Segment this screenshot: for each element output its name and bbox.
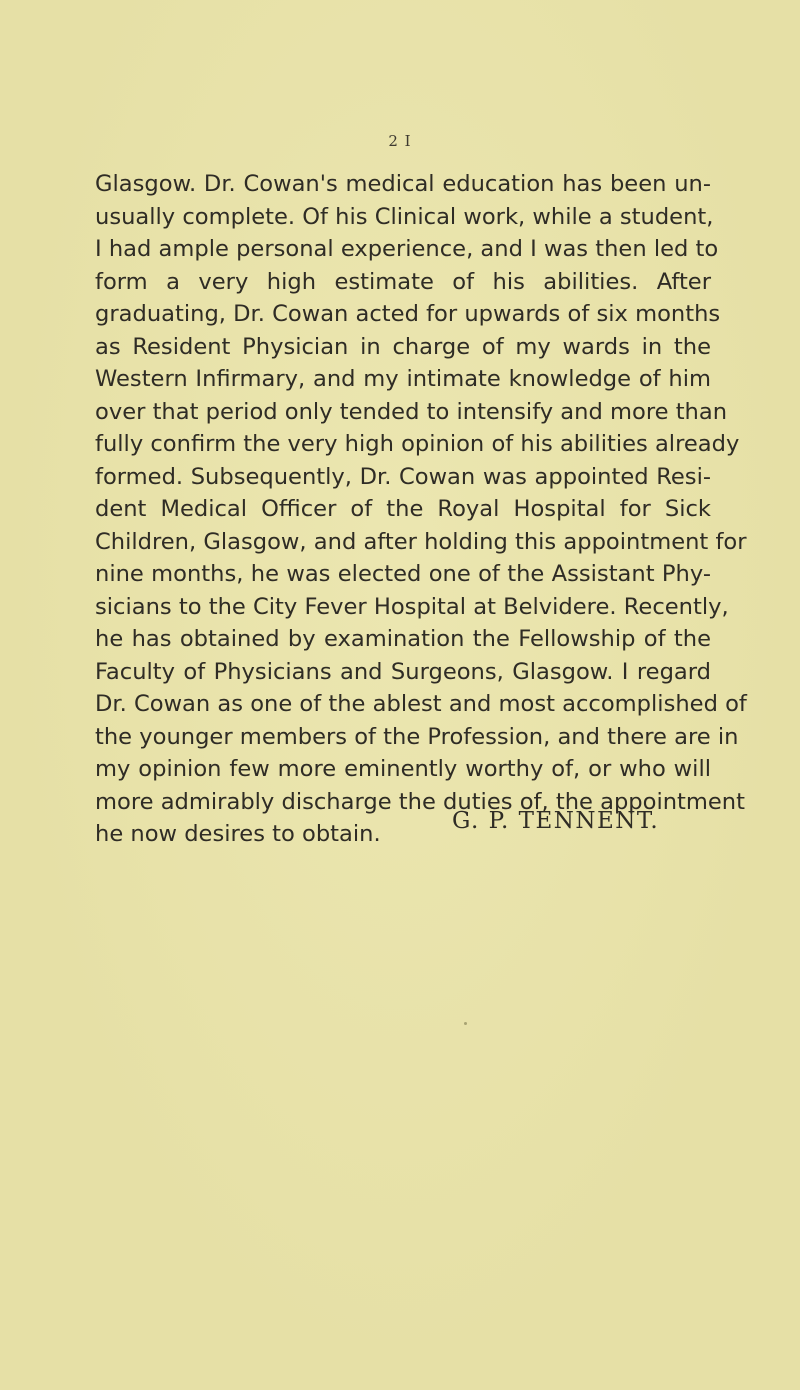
text-line: I had ample personal experience, and I was then led to xyxy=(95,236,719,262)
text-line: as Resident Physician in charge of my wards in the xyxy=(95,333,711,360)
text-line: the younger members of the Profession, and there are in xyxy=(95,723,739,750)
text-line: Western Infirmary, and my intimate knowledge of him xyxy=(95,366,711,392)
page-number: 2 I xyxy=(388,132,412,150)
text-line: Children, Glasgow, and after holding this appointment for xyxy=(95,528,747,555)
text-line: he has obtained by examination the Fellowship of the xyxy=(95,626,711,652)
text-line: Glasgow. Dr. Cowan's medical education has been un- xyxy=(95,171,711,197)
text-line: Dr. Cowan as one of the ablest and most accomplished of xyxy=(95,691,747,717)
letter-paragraph xyxy=(95,168,747,851)
signature: G. P. TENNENT. xyxy=(452,808,660,834)
text-line: Faculty of Physicians and Surgeons, Glasgow. I regard xyxy=(95,658,711,685)
text-line: dent Medical Officer of the Royal Hospital for Sick xyxy=(95,496,711,522)
text-line: over that period only tended to intensify and more than xyxy=(95,398,728,425)
text-line: my opinion few more eminently worthy of, or who will xyxy=(95,756,711,782)
text-line: sicians to the City Fever Hospital at Belvidere. Recently, xyxy=(95,593,729,620)
text-line: nine months, he was elected one of the Assistant Phy- xyxy=(95,561,711,587)
paper-speck xyxy=(464,1022,467,1025)
text-line: more admirably discharge the duties of, the appointment xyxy=(95,788,745,815)
text-line: he now desires to obtain. xyxy=(95,821,381,847)
text-line: form a very high estimate of his abilities. After xyxy=(95,268,711,295)
text-line: fully confirm the very high opinion of his abilities already xyxy=(95,431,740,457)
text-line: graduating, Dr. Cowan acted for upwards of six months xyxy=(95,301,721,327)
text-line: formed. Subsequently, Dr. Cowan was appointed Resi- xyxy=(95,463,711,490)
text-line: usually complete. Of his Clinical work, while a student, xyxy=(95,203,714,230)
